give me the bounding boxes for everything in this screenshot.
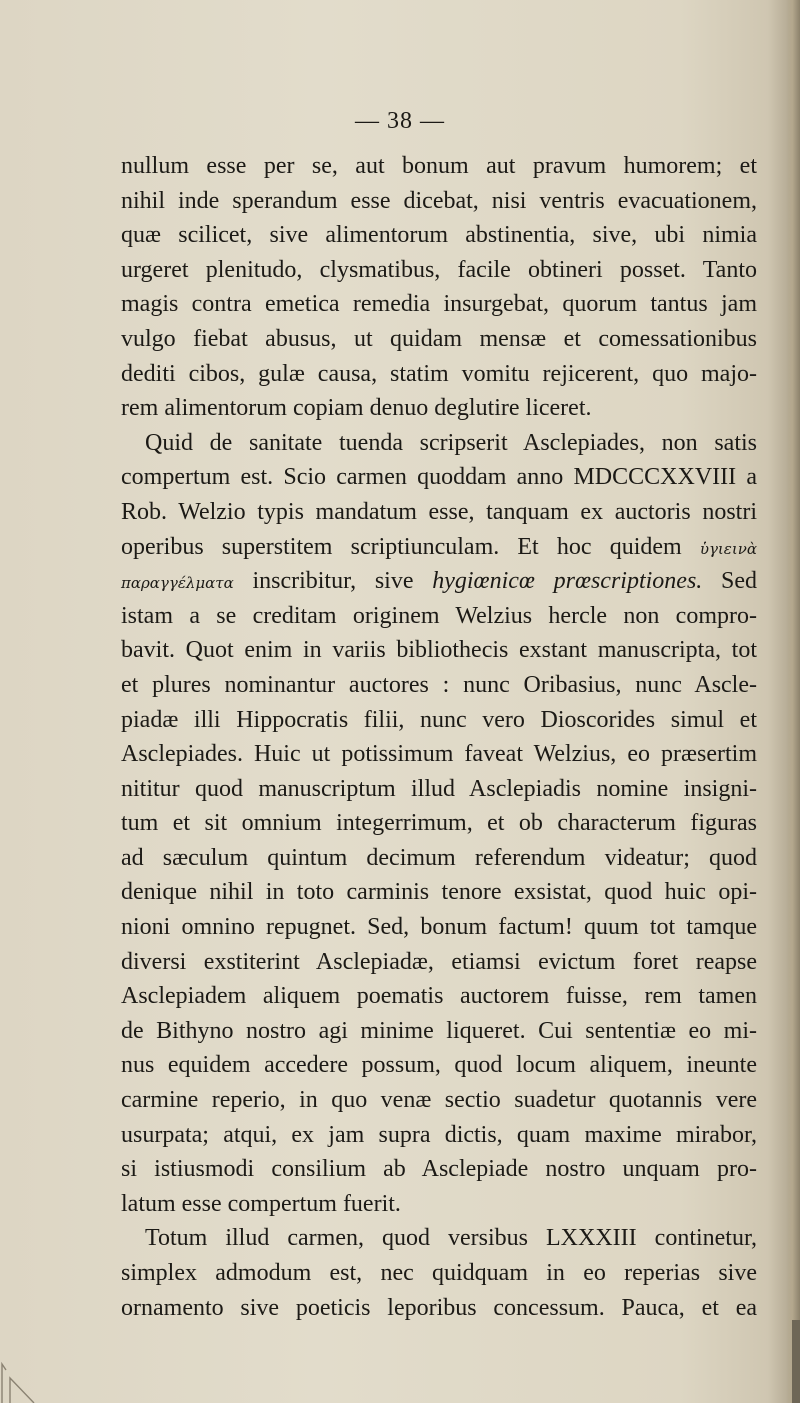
text-line (121, 460, 757, 495)
line-text: simplex admodum est, nec quidquam in eo reperias sive (121, 1260, 757, 1286)
scan-corner-mark (0, 1360, 40, 1403)
line-text: nullum esse per se, aut bonum aut pravum humorem; et (121, 153, 757, 179)
line-text: Quid de sanitate tuenda scripserit Asclepiades, non satis (145, 429, 757, 456)
line-text: nititur quod manuscriptum illud Asclepiadis nomine insigni- (121, 775, 757, 802)
text-line (121, 530, 757, 565)
page-edge-dark (792, 1320, 800, 1403)
line-text: tum et sit omnium integerrimum, et ob characterum figuras (121, 810, 757, 837)
line-text: si istiusmodi consilium ab Asclepiade nostro unquam pro- (121, 1156, 757, 1183)
text-line (121, 322, 757, 357)
line-text: rem alimentorum copiam denuo deglutire liceret. (121, 395, 592, 422)
text-line (121, 945, 757, 980)
line-text: de Bithyno nostro agi minime liqueret. Cui sententiæ eo mi- (121, 1017, 757, 1044)
text-line (121, 253, 757, 288)
line-text: vulgo fiebat abusus, ut quidam mensæ et comessationibus (121, 325, 757, 352)
line-text: ad sæculum quintum decimum referendum videatur; quod (121, 844, 757, 871)
line-text: piadæ illi Hippocratis filii, nunc vero Dioscorides simul et (121, 706, 757, 733)
text-line (121, 495, 757, 530)
page-edge-shadow (786, 0, 800, 1403)
text-line (121, 1256, 757, 1291)
text-line (121, 391, 757, 426)
text-line (121, 426, 757, 461)
line-text: denique nihil in toto carminis tenore exsistat, quod huic opi- (121, 879, 757, 906)
italic-phrase: hygiœnicœ prœscriptiones. (432, 568, 703, 595)
line-text: quæ scilicet, sive alimentorum abstinentia, sive, ubi nimia (121, 222, 757, 249)
line-text: magis contra emetica remedia insurgebat, quorum tantus jam (121, 291, 757, 318)
line-text: Asclepiades. Huic ut potissimum faveat Welzius, eo præsertim (121, 741, 757, 768)
line-text: nioni omnino repugnet. Sed, bonum factum! quum tot tamque (121, 914, 757, 941)
line-text: operibus superstitem scriptiunculam. Et hoc quidem (121, 533, 682, 560)
line-text: et plures nominantur auctores : nunc Oribasius, nunc Ascle- (121, 671, 757, 698)
text-line (121, 357, 757, 392)
text-line (121, 910, 757, 945)
line-text: istam a se creditam originem Welzius hercle non compro- (121, 602, 757, 629)
line-text: Asclepiadem aliquem poematis auctorem fuisse, rem tamen (121, 983, 757, 1010)
line-text: latum esse compertum fuerit. (121, 1190, 401, 1217)
text-line (121, 737, 757, 772)
text-line (121, 218, 757, 253)
line-text: nihil inde sperandum esse dicebat, nisi ventris evacuationem, (121, 187, 757, 214)
text-line (121, 1118, 757, 1153)
line-text: compertum est. Scio carmen quoddam anno MDCCCXXVIII a (121, 464, 757, 491)
text-line (121, 772, 757, 807)
line-text: inscribitur, sive (233, 568, 433, 595)
text-line (121, 806, 757, 841)
text-line (121, 1083, 757, 1118)
text-line (121, 668, 757, 703)
line-text: Rob. Welzio typis mandatum esse, tanquam ex auctoris nostri (121, 498, 757, 525)
text-line (121, 1152, 757, 1187)
text-line (121, 1014, 757, 1049)
text-line (121, 1291, 757, 1326)
text-line (121, 979, 757, 1014)
text-line (121, 184, 757, 219)
text-line (121, 1048, 757, 1083)
line-text: ornamento sive poeticis leporibus concessum. Pauca, et ea (121, 1294, 757, 1321)
line-text: dediti cibos, gulæ causa, statim vomitu rejicerent, quo majo- (121, 360, 757, 387)
text-line (121, 564, 757, 599)
line-text-end: Sed (702, 568, 757, 595)
text-line (121, 599, 757, 634)
line-text: urgeret plenitudo, clysmatibus, facile obtineri posset. Tanto (121, 256, 757, 283)
greek-word: ὑγιεινὰ (699, 539, 757, 558)
greek-word: παραγγέλματα (121, 574, 234, 593)
text-line (121, 1187, 757, 1222)
text-line (121, 703, 757, 738)
line-text: usurpata; atqui, ex jam supra dictis, quam maxime mirabor, (121, 1121, 757, 1148)
body-text (121, 149, 757, 1325)
line-text: bavit. Quot enim in variis bibliothecis exstant manuscripta, tot (121, 637, 757, 664)
text-line (121, 875, 757, 910)
line-text: diversi exstiterint Asclepiadæ, etiamsi evictum foret reapse (121, 948, 757, 975)
page-number: — 38 — (355, 108, 445, 134)
text-line (121, 287, 757, 322)
line-text: nus equidem accedere possum, quod locum aliquem, ineunte (121, 1052, 757, 1079)
text-line (121, 149, 757, 184)
text-line (121, 633, 757, 668)
line-text: Totum illud carmen, quod versibus LXXXIII continetur, (145, 1225, 757, 1252)
line-text: carmine reperio, in quo venæ sectio suadetur quotannis vere (121, 1087, 757, 1114)
text-line (121, 841, 757, 876)
text-line (121, 1221, 757, 1256)
